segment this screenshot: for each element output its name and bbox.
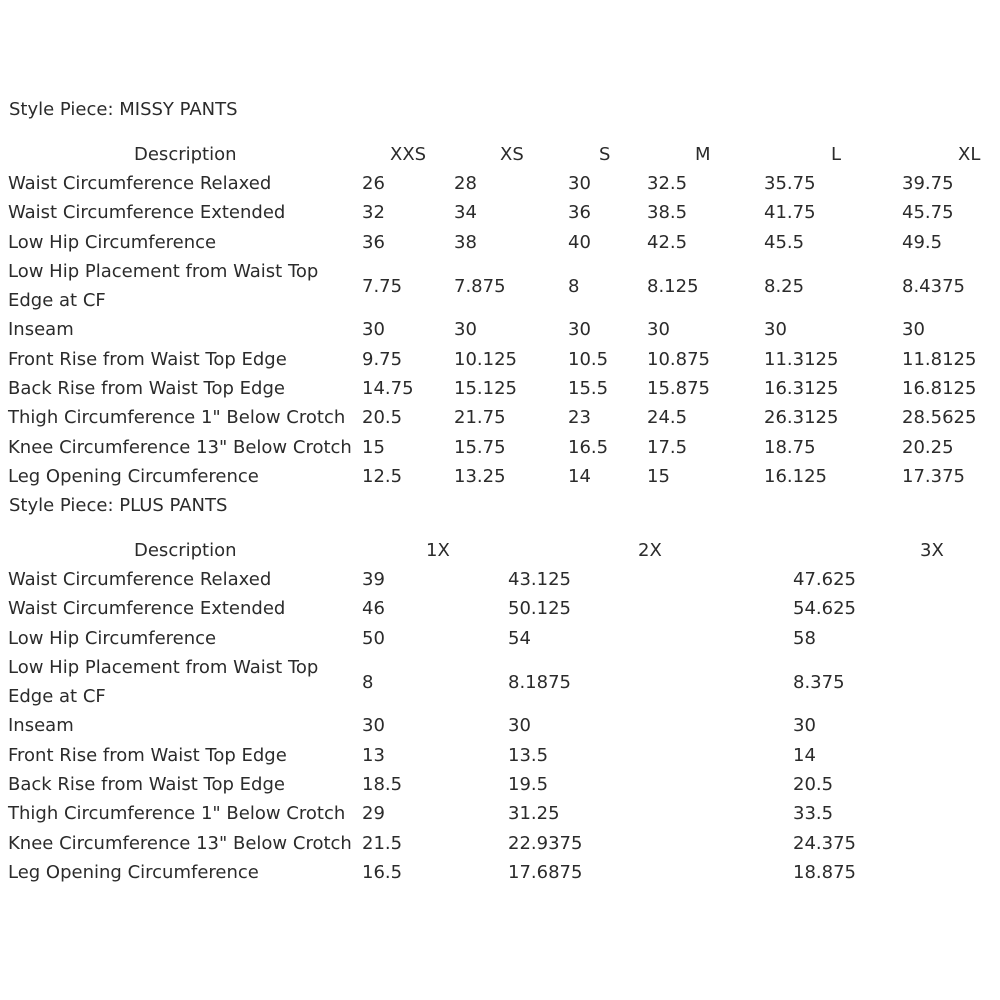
row-value: 22.9375	[508, 832, 583, 854]
row-value: 47.625	[793, 569, 856, 590]
row-value: 36	[362, 231, 385, 253]
row-description: Knee Circumference 13" Below Crotch	[8, 832, 352, 854]
plus-size-table	[8, 536, 1000, 887]
row-value: 12.5	[362, 465, 403, 487]
row-value: 30	[362, 319, 385, 341]
plus-header-3x: 3X	[920, 540, 944, 561]
row-description: Inseam	[8, 319, 74, 341]
row-value: 13	[362, 744, 385, 766]
row-value: 15.75	[454, 436, 506, 458]
row-value: 36	[568, 202, 591, 224]
row-value: 8.4375	[902, 275, 965, 297]
row-value: 30	[902, 319, 925, 341]
row-value: 32.5	[647, 173, 688, 194]
table-row	[8, 653, 1000, 712]
table-row	[8, 858, 1000, 887]
row-value: 32	[362, 202, 385, 224]
row-value: 42.5	[647, 231, 688, 253]
row-value: 14	[568, 465, 591, 487]
missy-size-table	[8, 140, 1000, 491]
row-description: Waist Circumference Relaxed	[8, 173, 272, 194]
row-description: Low Hip Circumference	[8, 231, 217, 253]
missy-header-s: S	[599, 144, 611, 165]
row-description	[8, 257, 362, 316]
plus-section-title: Style Piece: PLUS PANTS	[9, 495, 228, 516]
plus-header-row	[8, 536, 1000, 565]
missy-header-l: L	[831, 144, 842, 165]
row-value: 16.3125	[764, 378, 839, 400]
row-value: 8	[568, 275, 580, 297]
row-value: 30	[568, 319, 591, 341]
row-value: 31.25	[508, 803, 560, 825]
table-row	[8, 829, 1000, 858]
row-value: 45.75	[902, 202, 954, 224]
table-row	[8, 624, 1000, 653]
row-value: 20.5	[362, 407, 403, 429]
table-row	[8, 711, 1000, 740]
row-value: 28.5625	[902, 407, 977, 429]
row-value: 50.125	[508, 598, 571, 620]
row-description: Front Rise from Waist Top Edge	[8, 348, 287, 370]
table-row	[8, 565, 1000, 594]
row-value: 16.8125	[902, 378, 977, 400]
row-description: Leg Opening Circumference	[8, 861, 259, 883]
row-value: 46	[362, 598, 385, 620]
row-value: 14.75	[362, 378, 414, 400]
row-value: 13.5	[508, 744, 549, 766]
row-description: Knee Circumference 13" Below Crotch	[8, 436, 352, 458]
row-value: 8.25	[764, 275, 805, 297]
row-value: 11.8125	[902, 348, 977, 370]
row-value: 30	[647, 319, 670, 341]
row-value: 54.625	[793, 598, 856, 620]
row-description-text: Low Hip Placement from Waist Top Edge at CF	[8, 260, 319, 312]
missy-section-title: Style Piece: MISSY PANTS	[9, 99, 238, 120]
row-value: 43.125	[508, 569, 571, 590]
row-value: 39.75	[902, 173, 954, 194]
table-row	[8, 315, 1000, 344]
row-value: 49.5	[902, 231, 943, 253]
row-value: 41.75	[764, 202, 816, 224]
row-value: 24.375	[793, 832, 856, 854]
missy-header-row	[8, 140, 1000, 169]
row-value: 19.5	[508, 774, 549, 796]
missy-header-xxs: XXS	[390, 144, 427, 165]
row-value: 13.25	[454, 465, 506, 487]
row-value: 15	[647, 465, 670, 487]
row-description	[8, 653, 362, 712]
row-value: 50	[362, 627, 385, 649]
row-value: 16.5	[362, 861, 403, 883]
plus-header-description: Description	[134, 540, 237, 561]
row-value: 20.5	[793, 774, 834, 796]
row-value: 30	[454, 319, 477, 341]
table-row	[8, 433, 1000, 462]
row-value: 10.125	[454, 348, 517, 370]
row-description: Thigh Circumference 1" Below Crotch	[8, 407, 346, 429]
table-row	[8, 169, 1000, 198]
row-value: 20.25	[902, 436, 954, 458]
row-value: 11.3125	[764, 348, 839, 370]
row-value: 14	[793, 744, 816, 766]
row-value: 38.5	[647, 202, 688, 224]
row-value: 26	[362, 173, 385, 194]
row-value: 23	[568, 407, 591, 429]
row-description: Waist Circumference Relaxed	[8, 569, 272, 590]
row-value: 33.5	[793, 803, 834, 825]
table-row	[8, 345, 1000, 374]
row-value: 18.75	[764, 436, 816, 458]
table-row	[8, 198, 1000, 227]
row-value: 17.6875	[508, 861, 583, 883]
table-row	[8, 770, 1000, 799]
row-value: 7.875	[454, 275, 506, 297]
row-description: Leg Opening Circumference	[8, 465, 259, 487]
row-value: 16.125	[764, 465, 827, 487]
row-value: 45.5	[764, 231, 805, 253]
table-row	[8, 228, 1000, 257]
row-value: 18.875	[793, 861, 856, 883]
row-value: 28	[454, 173, 477, 194]
row-value: 8.125	[647, 275, 699, 297]
row-value: 29	[362, 803, 385, 825]
row-description: Inseam	[8, 715, 74, 737]
table-row	[8, 741, 1000, 770]
table-row	[8, 799, 1000, 828]
row-value: 39	[362, 569, 385, 590]
row-value: 30	[793, 715, 816, 737]
row-value: 7.75	[362, 275, 403, 297]
row-value: 26.3125	[764, 407, 839, 429]
row-value: 8.1875	[508, 671, 571, 693]
row-description-text: Low Hip Placement from Waist Top Edge at CF	[8, 656, 319, 708]
plus-header-2x: 2X	[638, 540, 662, 561]
row-value: 15.875	[647, 378, 710, 400]
row-value: 17.375	[902, 465, 965, 487]
row-description: Waist Circumference Extended	[8, 598, 286, 620]
row-value: 15.125	[454, 378, 517, 400]
row-value: 15.5	[568, 378, 609, 400]
row-value: 21.75	[454, 407, 506, 429]
row-value: 30	[508, 715, 531, 737]
row-value: 30	[764, 319, 787, 341]
row-value: 35.75	[764, 173, 816, 194]
row-value: 10.875	[647, 348, 710, 370]
row-value: 18.5	[362, 774, 403, 796]
row-value: 30	[362, 715, 385, 737]
row-value: 15	[362, 436, 385, 458]
row-value: 54	[508, 627, 531, 649]
row-value: 34	[454, 202, 477, 224]
plus-header-1x: 1X	[426, 540, 450, 561]
row-description: Back Rise from Waist Top Edge	[8, 774, 285, 796]
table-row	[8, 374, 1000, 403]
row-description: Thigh Circumference 1" Below Crotch	[8, 803, 346, 825]
row-value: 58	[793, 627, 816, 649]
missy-header-xl: XL	[958, 144, 981, 165]
row-value: 38	[454, 231, 477, 253]
row-description: Waist Circumference Extended	[8, 202, 286, 224]
row-value: 21.5	[362, 832, 403, 854]
row-value: 30	[568, 173, 591, 194]
row-description: Back Rise from Waist Top Edge	[8, 378, 285, 400]
table-row	[8, 257, 1000, 316]
row-description: Front Rise from Waist Top Edge	[8, 744, 287, 766]
row-value: 10.5	[568, 348, 609, 370]
row-value: 40	[568, 231, 591, 253]
table-row	[8, 594, 1000, 623]
row-value: 16.5	[568, 436, 609, 458]
missy-header-xs: XS	[500, 144, 524, 165]
row-value: 24.5	[647, 407, 688, 429]
missy-header-m: M	[695, 144, 711, 165]
row-value: 9.75	[362, 348, 403, 370]
row-description: Low Hip Circumference	[8, 627, 217, 649]
row-value: 8.375	[793, 671, 845, 693]
table-row	[8, 462, 1000, 491]
row-value: 8	[362, 671, 374, 693]
missy-header-description: Description	[134, 144, 237, 165]
row-value: 17.5	[647, 436, 688, 458]
table-row	[8, 403, 1000, 432]
